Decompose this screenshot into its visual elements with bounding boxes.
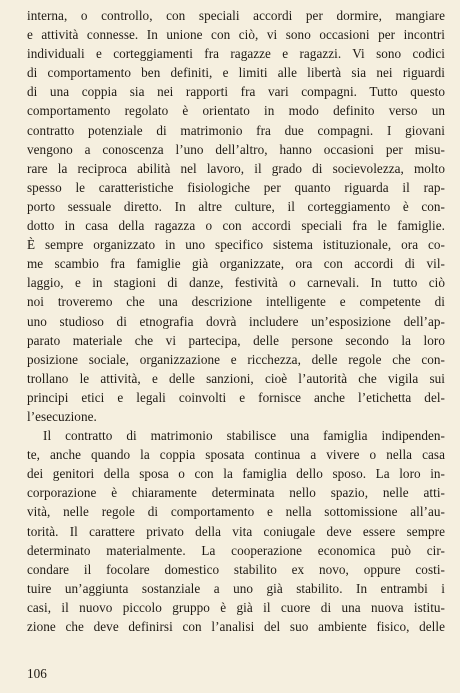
text-line: determinato materialmente. La cooperazione economica può cir- xyxy=(27,542,445,558)
text-line: comportamento regolato è orientato in modo definito verso un xyxy=(27,103,445,119)
text-line: interna, o controllo, con speciali accordi per dormire, mangiare xyxy=(27,8,445,23)
text-line: individuali e corteggiamenti fra ragazze e ragazzi. Vi sono codici xyxy=(27,46,445,62)
text-line: posizione sociale, organizzazione e ricchezza, delle regole che con- xyxy=(27,351,445,367)
text-line: zione che deve definirsi con l’analisi del suo ambiente fisico, delle xyxy=(27,619,445,634)
text-line: laggio, e in stagioni di danze, festività o carnevali. In tutto ciò xyxy=(27,275,445,291)
text-line: casi, il nuovo piccolo gruppo è già il cuore di una nuova istitu- xyxy=(27,599,445,615)
text-line: vengono a conoscenza l’uno dell’altro, hanno occasioni per misu- xyxy=(27,141,445,157)
paragraph xyxy=(27,6,445,426)
text-line: uno studioso di etnografia dovrà includere un’esposizione dell’ap- xyxy=(27,313,445,329)
text-line: parato materiale che vi partecipa, delle persone secondo la loro xyxy=(27,332,445,348)
text-line: rare la reciproca abilità nel lavoro, il grado di socievolezza, molto xyxy=(27,160,445,176)
text-line: porto sessuale diretto. In altre culture, il corteggiamento è con- xyxy=(27,198,445,214)
text-line: te, anche quando la coppia sposata continua a vivere o nella casa xyxy=(27,447,445,463)
text-line: noi troveremo che una descrizione intelligente e competente di xyxy=(27,294,445,310)
text-line: e attività connesse. In unione con ciò, vi sono occasioni per incontri xyxy=(27,27,445,43)
body-text xyxy=(27,6,445,636)
text-line: tuire un’aggiunta sostanziale a uno già stabilito. In entrambi i xyxy=(27,580,445,596)
text-line: torità. Il carattere privato della vita coniugale deve essere sempre xyxy=(27,523,445,539)
text-line: corporazione è chiaramente determinata nello spazio, nelle atti- xyxy=(27,485,445,501)
text-line: di una coppia sia nei rapporti fra vari compagni. Tutto questo xyxy=(27,84,445,100)
text-line: trollano le attività, e delle sanzioni, cioè l’autorità che vigila sui xyxy=(27,370,445,386)
page-number: 106 xyxy=(27,666,47,681)
text-line: dei genitori della sposa o con la famiglia dello sposo. La loro in- xyxy=(27,466,445,482)
text-line: principi etici e legali coinvolti e fornisce anche l’etichetta del- xyxy=(27,389,445,405)
text-line: di comportamento ben definiti, e limiti alle libertà sia nei riguardi xyxy=(27,65,445,81)
text-line: Il contratto di matrimonio stabilisce una famiglia indipenden- xyxy=(43,428,445,444)
text-line: contratto potenziale di matrimonio fra due compagni. I giovani xyxy=(27,122,445,138)
text-line: condare il focolare domestico stabilito ex novo, oppure costi- xyxy=(27,561,445,577)
text-line: me scambio fra famiglie già organizzate, ora con accordi di vil- xyxy=(27,256,445,272)
paragraph xyxy=(27,426,445,636)
text-line: l’esecuzione. xyxy=(27,408,97,424)
text-line: È sempre organizzato in uno specifico sistema istituzionale, ora co- xyxy=(27,237,445,253)
text-line: vità, nelle regole di comportamento e nella sottomissione all’au- xyxy=(27,504,445,520)
text-line: spesso le caratteristiche fisiologiche per quanto riguarda il rap- xyxy=(27,179,445,195)
text-line: dotto in casa della ragazza o con accordi speciali fra le famiglie. xyxy=(27,218,445,234)
